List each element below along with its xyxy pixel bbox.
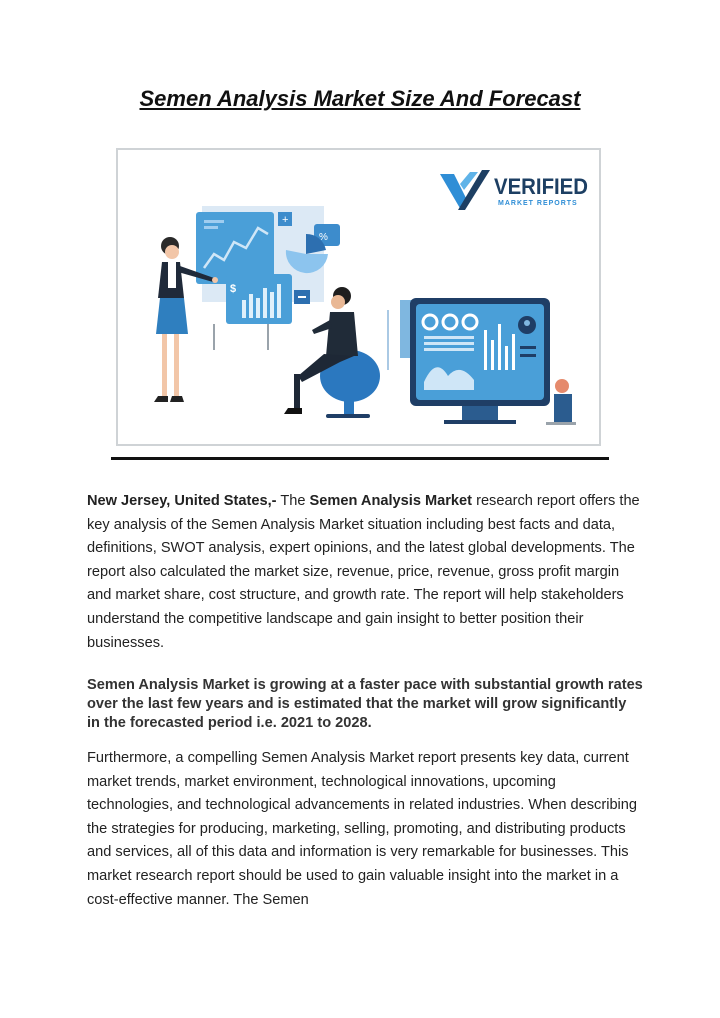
highlight-paragraph: Semen Analysis Market is growing at a faster pace with substantial growth rates over the last few years and is estimated that the market will grow significantly in the forecasted period i.e. 2021 to 2028. <box>87 677 643 731</box>
intro-location-lead: New Jersey, United States,- <box>87 493 277 509</box>
svg-text:+: + <box>282 214 289 226</box>
section-divider <box>111 457 609 460</box>
furthermore-paragraph: Furthermore, a compelling Semen Analysis Market report presents key data, current market trends, market environment, technological innovations, upcoming technologies, and technological advancements in related industries. When describing the strategies for producing, marketing, selling, promoting, and distributing products and services, all of this data and information is very remarkable for businesses. This market research report should be used to gain valuable insight into the market in a cost-effective manner. The Semen <box>87 750 638 908</box>
svg-text:%: % <box>319 232 328 243</box>
hero-illustration <box>116 148 601 446</box>
logo-tagline-text: MARKET REPORTS <box>498 200 578 207</box>
monitor-dashboard <box>388 298 576 425</box>
seated-analyst-figure <box>284 287 380 418</box>
svg-text:$: $ <box>230 283 237 295</box>
intro-the: The <box>276 493 310 509</box>
intro-body-text: research report offers the key analysis of the Semen Analysis Market situation including best facts and data, definitions, SWOT analysis, expert opinions, and the latest global developments. The report also calculated the market size, revenue, price, revenue, gross profit margin and market share, cost structure, and growth rate. The report will help stakeholders understand the competitive landscape and gain insight to better position their businesses. <box>87 493 640 651</box>
document-title: Semen Analysis Market Size And Forecast <box>139 86 581 111</box>
intro-market-name: Semen Analysis Market <box>309 493 473 509</box>
intro-paragraph <box>87 490 643 655</box>
logo-brand-text: VERIFIED <box>494 174 588 199</box>
verified-logo <box>440 170 588 210</box>
